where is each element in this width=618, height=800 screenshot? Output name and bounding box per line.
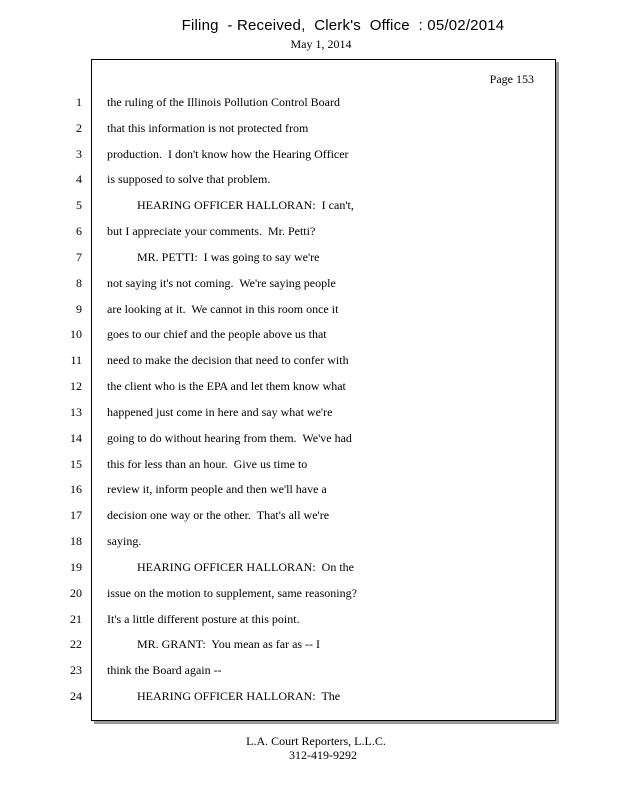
line-text: production. I don't know how the Hearing Officer bbox=[107, 147, 349, 161]
line-text: not saying it's not coming. We're saying people bbox=[107, 276, 336, 290]
line-number: 6 bbox=[76, 224, 82, 238]
line-number: 17 bbox=[70, 508, 82, 522]
line-text: going to do without hearing from them. We've had bbox=[107, 431, 352, 445]
line-number: 20 bbox=[70, 586, 82, 600]
line-text: are looking at it. We cannot in this room once it bbox=[107, 302, 339, 316]
transcript-date bbox=[0, 37, 618, 52]
footer-company bbox=[0, 734, 618, 749]
line-number: 7 bbox=[76, 250, 82, 264]
line-text: goes to our chief and the people above us that bbox=[107, 327, 327, 341]
footer-phone-text: 312-419-9292 bbox=[289, 748, 357, 762]
line-text: saying. bbox=[107, 534, 142, 548]
line-number: 21 bbox=[70, 612, 82, 626]
line-number: 22 bbox=[70, 637, 82, 651]
transcript-date-text: May 1, 2014 bbox=[290, 37, 352, 51]
line-number: 14 bbox=[70, 431, 82, 445]
line-text: MR. GRANT: You mean as far as -- I bbox=[107, 637, 321, 651]
line-number: 13 bbox=[70, 405, 82, 419]
line-text: is supposed to solve that problem. bbox=[107, 172, 271, 186]
line-text: the ruling of the Illinois Pollution Control Board bbox=[107, 95, 340, 109]
line-text: HEARING OFFICER HALLORAN: On the bbox=[107, 560, 354, 574]
line-text: HEARING OFFICER HALLORAN: I can't, bbox=[107, 198, 354, 212]
line-number: 10 bbox=[70, 327, 82, 341]
line-number: 12 bbox=[70, 379, 82, 393]
line-number: 3 bbox=[76, 147, 82, 161]
line-number: 18 bbox=[70, 534, 82, 548]
footer-phone bbox=[0, 748, 618, 763]
line-text: MR. PETTI: I was going to say we're bbox=[107, 250, 320, 264]
line-text: but I appreciate your comments. Mr. Petti? bbox=[107, 224, 316, 238]
line-number: 11 bbox=[70, 353, 82, 367]
line-text: review it, inform people and then we'll have a bbox=[107, 482, 327, 496]
line-text: that this information is not protected from bbox=[107, 121, 309, 135]
line-text: think the Board again -- bbox=[107, 663, 222, 677]
line-number: 1 bbox=[76, 95, 82, 109]
line-number: 15 bbox=[70, 457, 82, 471]
line-number: 16 bbox=[70, 482, 82, 496]
line-number: 19 bbox=[70, 560, 82, 574]
line-number: 23 bbox=[70, 663, 82, 677]
line-text: decision one way or the other. That's all we're bbox=[107, 508, 330, 522]
line-text: It's a little different posture at this point. bbox=[107, 612, 300, 626]
page-number: Page 153 bbox=[489, 72, 534, 86]
filing-stamp bbox=[0, 17, 618, 34]
filing-stamp-text: Filing - Received, Clerk's Office : 05/02/2014 bbox=[181, 17, 505, 34]
line-text: this for less than an hour. Give us time to bbox=[107, 457, 308, 471]
line-text: HEARING OFFICER HALLORAN: The bbox=[107, 689, 341, 703]
line-text: happened just come in here and say what we're bbox=[107, 405, 333, 419]
line-text: issue on the motion to supplement, same reasoning? bbox=[107, 586, 357, 600]
line-text: need to make the decision that need to confer with bbox=[107, 353, 349, 367]
line-number: 24 bbox=[70, 689, 82, 703]
line-number: 2 bbox=[76, 121, 82, 135]
line-number: 9 bbox=[76, 302, 82, 316]
line-text: the client who is the EPA and let them know what bbox=[107, 379, 346, 393]
line-number: 4 bbox=[76, 172, 82, 186]
line-number: 5 bbox=[76, 198, 82, 212]
line-number: 8 bbox=[76, 276, 82, 290]
footer-company-text: L.A. Court Reporters, L.L.C. bbox=[246, 734, 386, 748]
